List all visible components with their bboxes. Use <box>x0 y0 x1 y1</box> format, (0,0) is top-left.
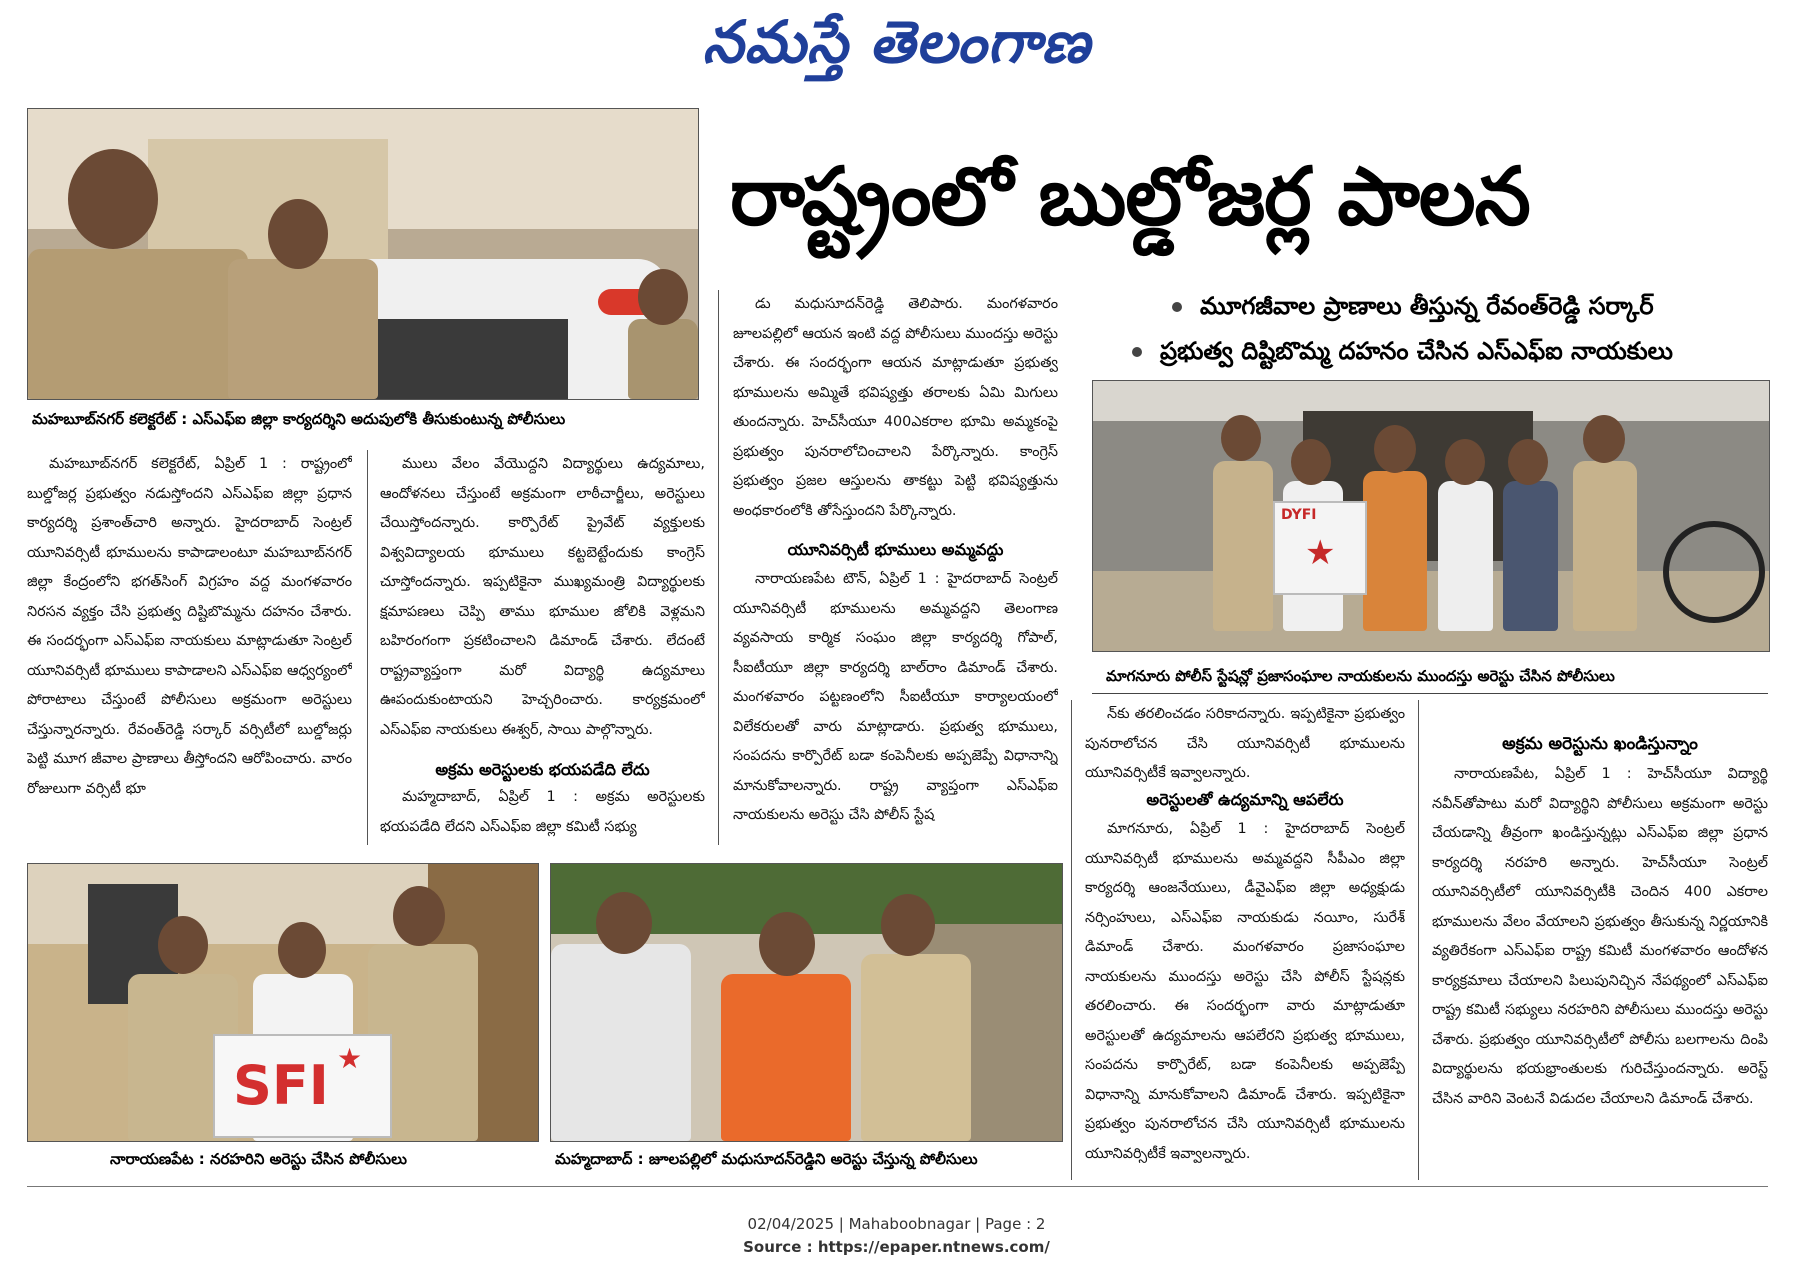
column-3-text: డు మధుసూదన్‌రెడ్డి తెలిపారు. మంగళవారం జూలపల్లిలో ఆయన ఇంటి వద్ద పోలీసులు ముందస్తు అరెస్టు చేశారు. ఈ సందర్భంగా ఆయన మాట్లాడుతూ ప్రభుత్వ భూములను అమ్మితే భవిష్యత్తు తరాలకు ఏమి మిగులు తుందన్నారు. హెచ్‌సీయూ 400ఎకరాల భూమి అమ్మకంపై ప్రభుత్వం పునరాలోచించాలని పేర్కొన్నారు. కాంగ్రెస్ ప్రభుత్వం ప్రజల ఆస్తులను తాకట్టు పెట్టి భవిష్యత్తును అంధకారంలోకి తోసేస్తుందని పేర్కొన్నారు. <box>733 296 1058 519</box>
bullet-2 <box>1132 337 1673 371</box>
article-column-3 <box>733 290 1058 538</box>
footer-source: Source : https://epaper.ntnews.com/ <box>743 1238 1050 1256</box>
subhead-condemn: అక్రమ అరెస్టును ఖండిస్తున్నాం <box>1502 734 1698 754</box>
column-3b-text: నారాయణపేట టౌన్, ఏప్రిల్ 1 : హైదరాబాద్ సెంట్రల్ యూనివర్సిటీ భూములను అమ్మవద్దని తెలంగాణ వ్యవసాయ కార్మిక సంఘం జిల్లా కార్యదర్శి గోపాల్, సీఐటీయూ జిల్లా కార్యదర్శి బాల్‌రాం డిమాండ్ చేశారు. మంగళవారం పట్టణంలోని సీఐటీయూ కార్యాలయంలో విలేకరులతో వారు మాట్లాడారు. ప్రభుత్వ భూములు, సంపదను కార్పొరేట్ బడా కంపెనీలకు అప్పజెప్పే విధానాన్ని మానుకోవాలన్నారు. రాష్ట్ర వ్యాప్తంగా ఎస్‌ఎఫ్‌ఐ నాయకులను అరెస్టు చేసి పోలీస్ స్టేష <box>733 571 1058 823</box>
sfi-flag <box>213 1034 392 1138</box>
subhead-not-afraid: అక్రమ అరెస్టులకు భయపడేది లేదు <box>435 760 650 779</box>
photo-mahmudabad-arrest <box>550 863 1063 1142</box>
masthead <box>0 0 1793 80</box>
photo-narayanpet-arrest <box>27 863 539 1142</box>
subhead-agitation: అరెస్టులతో ఉద్యమాన్ని ఆపలేరు <box>1146 790 1344 809</box>
photo-collectorate-arrest <box>27 108 699 400</box>
caption-photo1: మహబూబ్‌నగర్ కలెక్టరేట్ : ఎస్‌ఎఫ్‌ఐ జిల్లా కార్యదర్శిని అదుపులోకి తీసుకుంటున్న పోలీసులు <box>32 410 566 428</box>
bullet-dot-icon <box>1132 347 1142 357</box>
article-column-1 <box>27 450 352 840</box>
subhead-university: యూనివర్సిటీ భూములు అమ్మవద్దు <box>787 540 1004 559</box>
headline: రాష్ట్రంలో బుల్డోజర్ల పాలన <box>730 150 1530 243</box>
dyfi-flag-text: DYFI <box>1281 507 1317 523</box>
column-1-text: మహబూబ్‌నగర్ కలెక్టరేట్, ఏప్రిల్ 1 : రాష్ట్రంలో బుల్డోజర్ల ప్రభుత్వం నడుస్తోందని ఎస్‌ఎఫ్‌ఐ జిల్లా ప్రధాన కార్యదర్శి ప్రశాంత్‌చారి అన్నారు. హైదరాబాద్ సెంట్రల్ యూనివర్సిటీ భూములను కాపాడాలంటూ మహబూబ్‌నగర్ జిల్లా కేంద్రంలోని భగత్‌సింగ్ విగ్రహం వద్ద మంగళవారం నిరసన వ్యక్తం చేసి ప్రభుత్వ దిష్టిబొమ్మను దహనం చేశారు. ఈ సందర్భంగా ఎస్‌ఎఫ్‌ఐ నాయకులు మాట్లాడుతూ సెంట్రల్ యూనివర్సిటీ భూములు కాపాడాలని ఎస్‌ఎఫ్‌ఐ ఆధ్వర్యంలో పోరాటాలు చేస్తుంటే పోలీసులు అక్రమంగా అరెస్టులు చేస్తున్నారన్నారు. రేవంత్‌రెడ్డి సర్కార్ వర్సిటీలో బుల్డోజర్లు పెట్టి మూగ జీవాల ప్రాణాలు తీస్తోందని ఆరోపించారు. వారం రోజులుగా వర్సిటీ భూ <box>27 456 352 797</box>
article-column-4 <box>1085 700 1405 788</box>
photo-maganur-group <box>1092 380 1770 652</box>
dyfi-flag <box>1273 501 1367 595</box>
column-4-text: న్‌కు తరలించడం సరికాదన్నారు. ఇప్పటికైనా ప్రభుత్వం పునరాలోచన చేసి యూనివర్సిటీ భూములను యూనివర్సిటీకే ఇవ్వాలన్నారు. <box>1085 706 1405 781</box>
bullet-1-text: మూగజీవాల ప్రాణాలు తీస్తున్న రేవంత్‌రెడ్డి సర్కార్ <box>1200 292 1654 320</box>
column-2-text: ములు వేలం వేయొద్దని విద్యార్థులు ఉద్యమాలు, ఆందోళనలు చేస్తుంటే అక్రమంగా లాఠీచార్జీలు, అరెస్టులు చేయిస్తోందన్నారు. కార్పొరేట్ ప్రైవేట్ వ్యక్తులకు విశ్వవిద్యాలయ భూములు కట్టబెట్టేందుకు కాంగ్రెస్ చూస్తోందన్నారు. ఇప్పటికైనా ముఖ్యమంత్రి విద్యార్థులకు క్షమాపణలు చెప్పి తాము భూముల జోలికి వెళ్లమని బహిరంగంగా ప్రకటించాలని డిమాండ్ చేశారు. లేదంటే రాష్ట్రవ్యాప్తంగా మరో విద్యార్థి ఉద్యమాలు ఊపందుకుంటాయని హెచ్చరించారు. కార్యక్రమంలో ఎస్‌ఎఫ్‌ఐ నాయకులు ఈశ్వర్, సాయి పాల్గొన్నారు. <box>380 456 705 738</box>
column-2b-text: మహ్మదాబాద్, ఏప్రిల్ 1 : అక్రమ అరెస్టులకు భయపడేది లేదని ఎస్‌ఎఫ్‌ఐ జిల్లా కమిటీ సభ్యు <box>380 789 705 835</box>
bullet-dot-icon <box>1172 302 1182 312</box>
star-icon: ★ <box>337 1042 363 1075</box>
sfi-flag-text: SFI <box>233 1054 329 1117</box>
newspaper-title: నమస్తే తెలంగాణ <box>702 8 1091 76</box>
column-5-text: నారాయణపేట, ఏప్రిల్ 1 : హెచ్‌సీయూ విద్యార్థి నవీన్‌తోపాటు మరో విద్యార్థిని పోలీసులు అక్రమంగా అరెస్టు చేయడాన్ని తీవ్రంగా ఖండిస్తున్నట్లు ఎస్‌ఎఫ్‌ఐ జిల్లా ప్రధాన కార్యదర్శి నరహరి అన్నారు. హెచ్‌సీయూ సెంట్రల్ యూనివర్సిటీలో యూనివర్సిటీకి చెందిన 400 ఎకరాల భూములను వేలం వేయాలని ప్రభుత్వం తీసుకున్న నిర్ణయానికి వ్యతిరేకంగా ఎస్‌ఎఫ్‌ఐ రాష్ట్ర కమిటీ మంగళవారం ఆందోళన కార్యక్రమాలు చేయాలని పిలుపునిచ్చిన నేపథ్యంలో ఎస్‌ఎఫ్‌ఐ రాష్ట్ర కమిటీ సభ్యులు నరహరిని పోలీసులు ముందస్తు అరెస్టు చేశారు. ప్రభుత్వం యూనివర్సిటీలో పోలీసు బలగాలను దింపి విద్యార్థులను భయభ్రాంతులకు గురిచేస్తుందన్నారు. అరెస్ట్ చేసిన వారిని వెంటనే విడుదల చేయాలని డిమాండ్ చేశారు. <box>1432 766 1768 1107</box>
column-4b-text: మాగనూరు, ఏప్రిల్ 1 : హైదరాబాద్ సెంట్రల్ యూనివర్సిటీ భూములను అమ్మవద్దని సీపీఎం జిల్లా కార్యదర్శి ఆంజనేయులు, డీవైఎఫ్‌ఐ జిల్లా అధ్యక్షుడు నర్సింహులు, ఎస్‌ఎఫ్‌ఐ నాయకుడు నయీం, సురేశ్ డిమాండ్ చేశారు. మంగళవారం ప్రజాసంఘాల నాయకులను ముందస్తు అరెస్టు చేసి పోలీస్ స్టేషన్లకు తరలించారు. ఈ సందర్భంగా వారు మాట్లాడుతూ అరెస్టులతో ఉద్యమాలను ఆపలేరని ప్రభుత్వ భూములు, సంపదను కార్పొరేట్, బడా కంపెనీలకు అప్పజెప్పే విధానాన్ని మానుకోవాలని డిమాండ్ చేశారు. ఇప్పటికైనా ప్రభుత్వం పునరాలోచన చేసి యూనివర్సిటీ భూములను యూనివర్సిటీకే ఇవ్వాలన్నారు. <box>1085 821 1405 1162</box>
bullet-2-text: ప్రభుత్వ దిష్టిబొమ్మ దహనం చేసిన ఎస్‌ఎఫ్‌ఐ నాయకులు <box>1160 337 1673 365</box>
caption-photo2: మాగనూరు పోలీస్ స్టేషన్లో ప్రజాసంఘాల నాయకులను ముందస్తు అరెస్టు చేసిన పోలీసులు <box>1106 667 1615 685</box>
star-icon: ★ <box>1305 533 1336 573</box>
article-column-5 <box>1432 760 1768 1180</box>
article-column-2 <box>380 450 705 750</box>
article-column-4b <box>1085 815 1405 1180</box>
caption-photo4: మహ్మదాబాద్ : జూలపల్లిలో మధుసూదన్‌రెడ్డిని అరెస్టు చేస్తున్న పోలీసులు <box>555 1150 978 1168</box>
article-column-2b <box>380 783 705 843</box>
caption-photo3: నారాయణపేట : నరహరిని అరెస్టు చేసిన పోలీసులు <box>110 1150 407 1168</box>
article-column-3b <box>733 565 1058 845</box>
bullet-1 <box>1172 292 1654 326</box>
footer-date-edition: 02/04/2025 | Mahaboobnagar | Page : 2 <box>747 1215 1046 1233</box>
